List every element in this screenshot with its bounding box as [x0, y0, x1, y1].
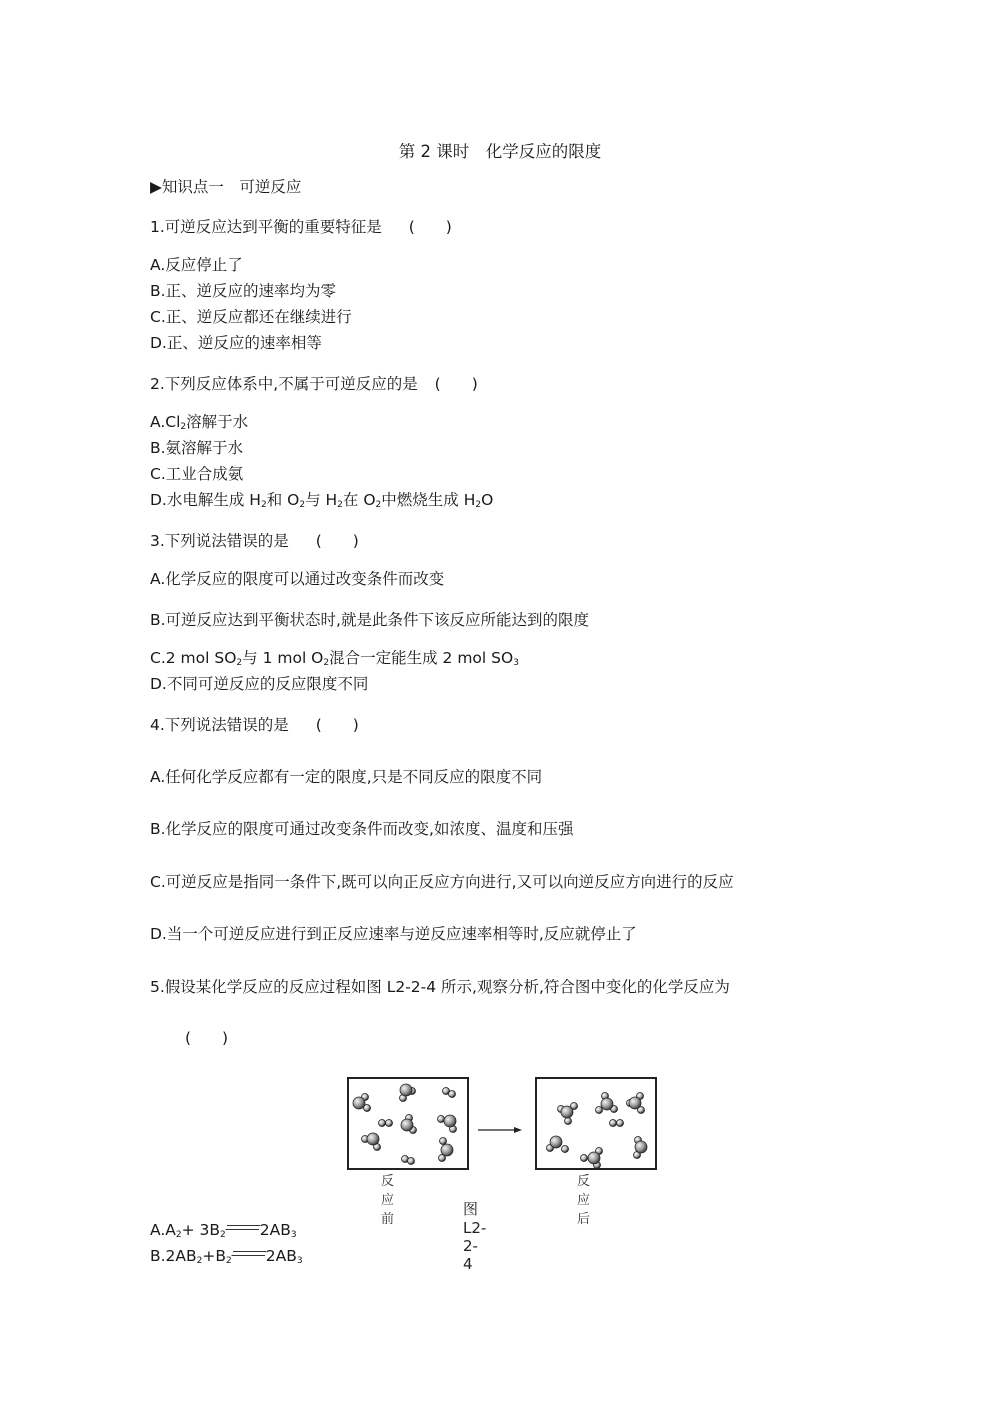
text: 溶解于水	[186, 413, 249, 431]
q1-option-a: A.反应停止了	[150, 256, 243, 274]
answer-blank[interactable]: ( )	[434, 375, 478, 393]
text: A.A	[150, 1221, 176, 1239]
text: +B	[202, 1247, 227, 1265]
figure-caption: 图 L2-2-4	[463, 1200, 487, 1273]
equilibrium-arrow-icon	[227, 1223, 259, 1233]
q4-option-d: D.当一个可逆反应进行到正反应速率与逆反应速率相等时,反应就停止了	[150, 925, 637, 943]
answer-blank[interactable]: ( )	[315, 532, 359, 550]
subscript: 2	[175, 1230, 182, 1240]
text: 与 1 mol O	[242, 649, 324, 667]
question-5-stem: 5.假设某化学反应的反应过程如图 L2-2-4 所示,观察分析,符合图中变化的化学反应为	[150, 978, 730, 996]
arrow-icon	[478, 1119, 522, 1127]
subscript: 3	[290, 1230, 297, 1240]
after-label: 反应后	[577, 1174, 591, 1227]
text: D.水电解生成 H	[150, 491, 261, 509]
subscript: 2	[299, 500, 306, 510]
q3-option-c	[150, 648, 519, 668]
equilibrium-arrow-icon	[233, 1249, 265, 1259]
text: C.2 mol SO	[150, 649, 237, 667]
molecules-after-icon	[537, 1079, 655, 1168]
subscript: 2	[220, 1230, 226, 1240]
before-label: 反应前	[381, 1174, 395, 1227]
subscript: 2	[375, 500, 382, 510]
q1-option-d: D.正、逆反应的速率相等	[150, 334, 322, 352]
q3-option-b: B.可逆反应达到平衡状态时,就是此条件下该反应所能达到的限度	[150, 611, 589, 629]
text: 与 H	[305, 491, 338, 509]
section-heading	[150, 177, 301, 197]
q4-option-b: B.化学反应的限度可通过改变条件而改变,如浓度、温度和压强	[150, 820, 574, 838]
q3-option-d: D.不同可逆反应的反应限度不同	[150, 675, 369, 693]
text: B.2AB	[150, 1247, 197, 1265]
text: 2AB	[265, 1247, 297, 1265]
question-3-stem	[150, 531, 359, 551]
q1-option-c: C.正、逆反应都还在继续进行	[150, 308, 352, 326]
text: 和 O	[266, 491, 300, 509]
subscript: 2	[337, 500, 343, 510]
section-label: 知识点一 可逆反应	[161, 178, 302, 196]
subscript: 2	[260, 500, 267, 510]
text: A.Cl	[150, 413, 181, 431]
page-title-text: 第 2 课时 化学反应的限度	[398, 142, 602, 161]
question-text: 4.下列说法错误的是	[150, 716, 289, 734]
subscript: 2	[196, 1256, 203, 1266]
q4-option-a: A.任何化学反应都有一定的限度,只是不同反应的限度不同	[150, 768, 543, 786]
question-text: 1.可逆反应达到平衡的重要特征是	[150, 218, 382, 236]
q5-option-a	[150, 1220, 297, 1240]
question-text: 3.下列说法错误的是	[150, 532, 289, 550]
subscript: 2	[475, 500, 482, 510]
subscript: 2	[323, 658, 330, 668]
subscript: 3	[296, 1256, 303, 1266]
q1-option-b: B.正、逆反应的速率均为零	[150, 282, 337, 300]
question-1-stem	[150, 217, 452, 237]
text: + 3B	[181, 1221, 221, 1239]
subscript: 2	[236, 658, 243, 668]
before-box	[347, 1077, 469, 1170]
text: O	[481, 491, 494, 509]
page-title	[0, 138, 1000, 162]
text: 在 O	[342, 491, 376, 509]
triangle-marker-icon: ▶	[150, 178, 162, 196]
q2-option-c: C.工业合成氨	[150, 465, 244, 483]
question-4-stem	[150, 715, 359, 735]
q2-option-b: B.氨溶解于水	[150, 439, 244, 457]
q4-option-c: C.可逆反应是指同一条件下,既可以向正反应方向进行,又可以向逆反应方向进行的反应	[150, 873, 734, 891]
answer-blank[interactable]: ( )	[315, 716, 359, 734]
q5-option-b	[150, 1246, 303, 1266]
answer-blank[interactable]: ( )	[185, 1029, 229, 1047]
question-2-stem	[150, 374, 478, 394]
q2-option-a	[150, 412, 248, 432]
subscript: 2	[180, 422, 187, 432]
subscript: 2	[226, 1256, 232, 1266]
q3-option-a: A.化学反应的限度可以通过改变条件而改变	[150, 570, 445, 588]
text: 中燃烧生成 H	[381, 491, 476, 509]
text: 2AB	[259, 1221, 291, 1239]
text: 混合一定能生成 2 mol SO	[329, 649, 514, 667]
q2-option-d	[150, 490, 493, 510]
after-box	[535, 1077, 657, 1170]
subscript: 3	[513, 658, 519, 668]
question-text: 2.下列反应体系中,不属于可逆反应的是	[150, 375, 418, 393]
molecules-before-icon	[349, 1079, 467, 1168]
answer-blank[interactable]: ( )	[408, 218, 452, 236]
